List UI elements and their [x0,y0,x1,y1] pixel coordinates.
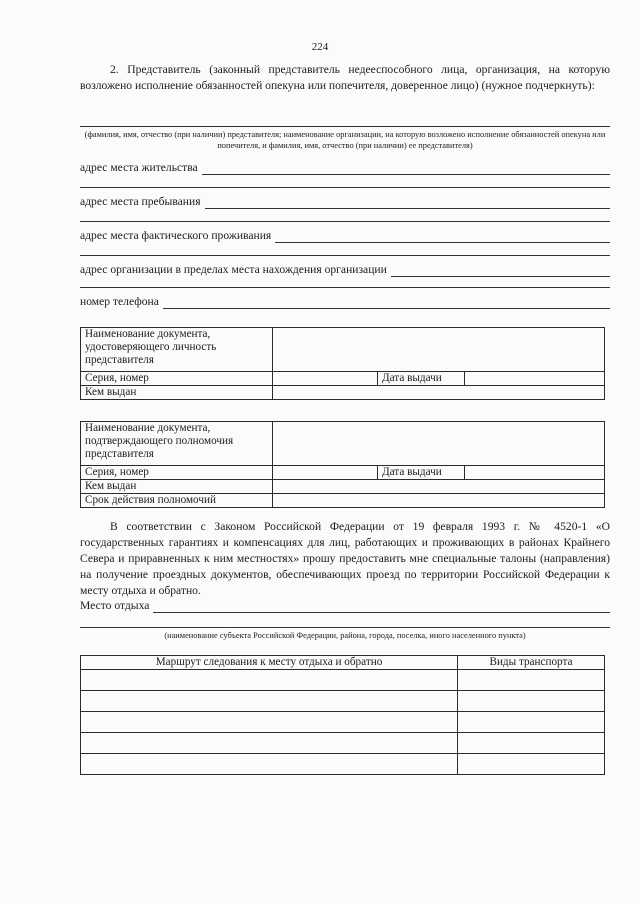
request-body: В соответствии с Законом Российской Федерации от 19 февраля 1993 г. № 4520-1 «О государственных гарантиях и компенсациях для лиц, работающих и проживающих в районах Крайнего Севера и приравненных к ним местностях» прошу предоставить мне специальные талоны (направления) на получение проездных документов, обеспечивающих проезд по территории Российской Федерации к месту отдыха и обратно. [80,520,610,597]
stay-address-line-2[interactable] [80,221,610,222]
route-cell[interactable] [81,691,458,712]
rest-place-line-2[interactable] [80,627,610,628]
stay-address-line[interactable] [205,197,610,209]
phone-field[interactable] [80,294,610,309]
residence-address-line-2[interactable] [80,187,610,188]
authority-series-label: Серия, номер [81,466,273,480]
identity-series-label: Серия, номер [81,372,273,386]
route-cell[interactable] [81,733,458,754]
actual-address-line-2[interactable] [80,255,610,256]
rest-place-label: Место отдыха [80,599,150,612]
route-table [80,655,605,775]
org-address-line[interactable] [391,265,610,277]
identity-issuer-label: Кем выдан [81,386,273,400]
rest-place-field[interactable] [80,598,610,613]
stay-address-field[interactable] [80,194,610,209]
residence-address-field[interactable] [80,160,610,175]
actual-address-line[interactable] [275,231,610,243]
representative-hint: (фамилия, имя, отчество (при наличии) представителя; наименование организации, на которую возложено исполнение обязанностей опекуна или попечителя, и фамилия, имя, отчество (при наличии) ее представителя) [84,130,606,150]
request-text [80,519,610,599]
transport-cell[interactable] [458,754,605,775]
transport-column-header: Виды транспорта [458,656,605,670]
rest-place-line[interactable] [153,601,610,613]
rest-place-hint: (наименование субъекта Российской Федерации, района, города, поселка, иного населенного пункта) [164,631,526,640]
route-row [81,691,605,712]
route-row [81,754,605,775]
authority-validity-label: Срок действия полномочий [81,494,273,508]
transport-cell[interactable] [458,691,605,712]
identity-doc-name-value[interactable] [273,328,605,372]
authority-doc-name-value[interactable] [273,422,605,466]
page-number: 224 [311,41,329,53]
route-row [81,733,605,754]
org-address-field[interactable] [80,262,610,277]
identity-date-label: Дата выдачи [378,372,465,386]
route-row [81,712,605,733]
actual-address-field[interactable] [80,228,610,243]
phone-line[interactable] [163,297,610,309]
org-address-line-2[interactable] [80,287,610,288]
authority-document-table [80,421,605,508]
authority-issuer-value[interactable] [273,480,605,494]
identity-document-table [80,327,605,400]
identity-series-value[interactable] [273,372,378,386]
phone-label: номер телефона [80,295,159,308]
identity-doc-name-label: Наименование документа, удостоверяющего личность представителя [81,328,273,372]
authority-validity-value[interactable] [273,494,605,508]
transport-cell[interactable] [458,733,605,754]
identity-date-value[interactable] [465,372,605,386]
authority-issuer-label: Кем выдан [81,480,273,494]
route-column-header: Маршрут следования к месту отдыха и обратно [81,656,458,670]
org-address-label: адрес организации в пределах места нахождения организации [80,263,387,276]
transport-cell[interactable] [458,712,605,733]
actual-address-label: адрес места фактического проживания [80,229,272,242]
identity-issuer-value[interactable] [273,386,605,400]
route-row [81,670,605,691]
representative-line[interactable] [80,126,610,127]
route-cell[interactable] [81,712,458,733]
transport-cell[interactable] [458,670,605,691]
residence-address-line[interactable] [202,163,610,175]
residence-address-label: адрес места жительства [80,161,198,174]
authority-doc-name-label: Наименование документа, подтверждающего полномочия представителя [81,422,273,466]
authority-date-label: Дата выдачи [378,466,465,480]
stay-address-label: адрес места пребывания [80,195,201,208]
section-2-text [80,62,610,94]
route-cell[interactable] [81,670,458,691]
authority-series-value[interactable] [273,466,378,480]
authority-date-value[interactable] [465,466,605,480]
route-cell[interactable] [81,754,458,775]
section-2-body: 2. Представитель (законный представитель недееспособного лица, организация, на которую возложено исполнение обязанностей опекуна или попечителя, доверенное лицо) (нужное подчеркнуть): [80,63,610,92]
